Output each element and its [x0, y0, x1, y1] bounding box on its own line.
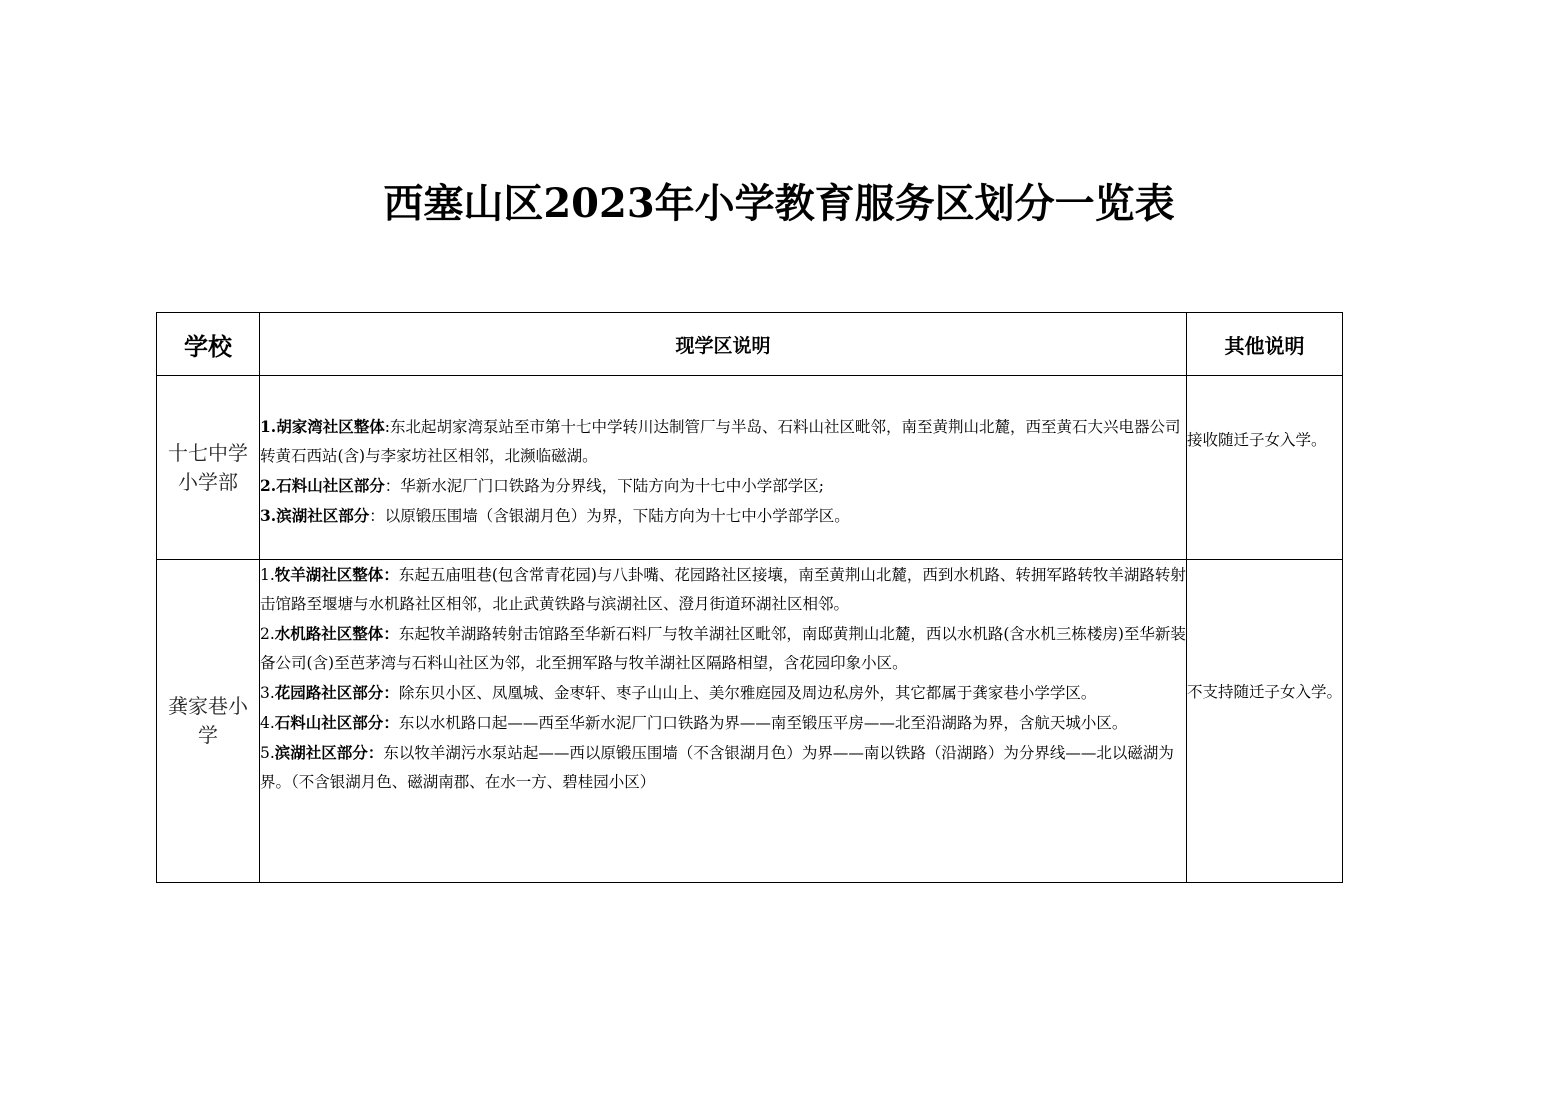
zone-item-number: 5.	[260, 744, 275, 762]
zone-item-label: 水机路社区整体	[274, 624, 384, 643]
zone-item-text: 东以水机路口起——西至华新水泥厂门口铁路为界——南至锻压平房——北至沿湖路为界，含航天城小区。	[398, 714, 1128, 732]
zone-item-separator: ：	[383, 683, 399, 702]
zone-item-label: 石料山社区部分	[276, 476, 385, 495]
zone-item-separator: ：	[367, 743, 384, 762]
zone-item-text: 除东贝小区、凤凰城、金枣轩、枣子山山上、美尔雅庭园及周边私房外，其它都属于龚家巷小学学区。	[398, 684, 1097, 702]
zone-item-number: 1.	[260, 566, 275, 584]
header-school: 学校	[157, 313, 260, 376]
school-name-line: 小学部	[178, 469, 238, 494]
zone-item-number: 4.	[260, 714, 275, 732]
zone-item-number: 1.	[260, 417, 277, 436]
zone-item-number: 3.	[260, 506, 277, 525]
school-name-cell	[157, 560, 260, 883]
zone-item	[260, 678, 1186, 708]
zone-item-separator: ：	[384, 477, 401, 495]
school-name-line: 龚家巷小	[168, 694, 248, 718]
table-row	[157, 560, 1343, 883]
zone-item-separator: ：	[369, 507, 385, 525]
zone-item-text: 东以牧羊湖污水泵站起——西以原锻压围墙（不含银湖月色）为界——南以铁路（沿湖路）为分界线——北以磁湖为界。（不含银湖月色、磁湖南郡、在水一方、碧桂园小区）	[260, 744, 1174, 791]
header-other-notes: 其他说明	[1187, 313, 1343, 376]
zone-item	[260, 501, 1186, 531]
zone-item-separator: ：	[383, 713, 399, 732]
zone-item-text: 东起五庙咀巷(包含常青花园)与八卦嘴、花园路社区接壤，南至黄荆山北麓，西到水机路、转拥军路转牧羊湖路转射击馆路至堰塘与水机路社区相邻，北止武黄铁路与滨湖社区、澄月街道环湖社区相邻。	[260, 566, 1186, 613]
zone-item-label: 花园路社区部分	[274, 683, 384, 702]
school-zone-table	[156, 312, 1343, 883]
zone-item-label: 滨湖社区部分	[276, 506, 370, 525]
other-notes-cell: 不支持随迁子女入学。	[1187, 560, 1343, 883]
zone-item-text: 东北起胡家湾泵站至市第十七中学转川达制管厂与半岛、石料山社区毗邻，南至黄荆山北麓，西至黄石大兴电器公司转黄石西站(含)与李家坊社区相邻，北濒临磁湖。	[260, 418, 1181, 465]
zone-item-number: 2.	[260, 625, 275, 643]
zone-item-separator: ：	[383, 624, 399, 643]
header-zone-description: 现学区说明	[260, 313, 1187, 376]
school-name-cell	[157, 376, 260, 560]
zone-item-separator: :	[384, 418, 390, 436]
school-name-line: 十七中学	[168, 440, 248, 465]
school-name-line: 学	[198, 723, 218, 747]
zone-item-separator: ：	[383, 565, 399, 584]
zone-item-label: 牧羊湖社区整体	[274, 565, 384, 584]
zone-description-cell	[260, 376, 1187, 560]
zone-item	[260, 471, 1186, 501]
zone-item-label: 石料山社区部分	[274, 713, 384, 732]
other-notes-cell: 接收随迁子女入学。	[1187, 376, 1343, 560]
table-row	[157, 376, 1343, 560]
zone-item	[260, 619, 1186, 678]
page-title: 西塞山区2023年小学教育服务区划分一览表	[383, 180, 1175, 227]
zone-item	[260, 412, 1186, 471]
zone-item	[260, 738, 1186, 797]
table-header-row	[157, 313, 1343, 376]
zone-item-label: 胡家湾社区整体	[276, 417, 385, 436]
zone-item-number: 2.	[260, 476, 277, 495]
zone-description-cell	[260, 560, 1187, 883]
zone-item-text: 以原锻压围墙（含银湖月色）为界，下陆方向为十七中小学部学区。	[384, 507, 850, 525]
zone-item-label: 滨湖社区部分	[274, 743, 368, 762]
zone-item-text: 华新水泥厂门口铁路为分界线，下陆方向为十七中小学部学区;	[400, 477, 824, 495]
zone-item-text: 东起牧羊湖路转射击馆路至华新石料厂与牧羊湖社区毗邻，南邸黄荆山北麓，西以水机路(含水机三栋楼房)至华新装备公司(含)至芭茅湾与石料山社区为邻，北至拥军路与牧羊湖社区隔路相望，含花园印象小区。	[260, 625, 1186, 672]
zone-item	[260, 708, 1186, 738]
zone-item-number: 3.	[260, 684, 275, 702]
zone-item	[260, 560, 1186, 619]
